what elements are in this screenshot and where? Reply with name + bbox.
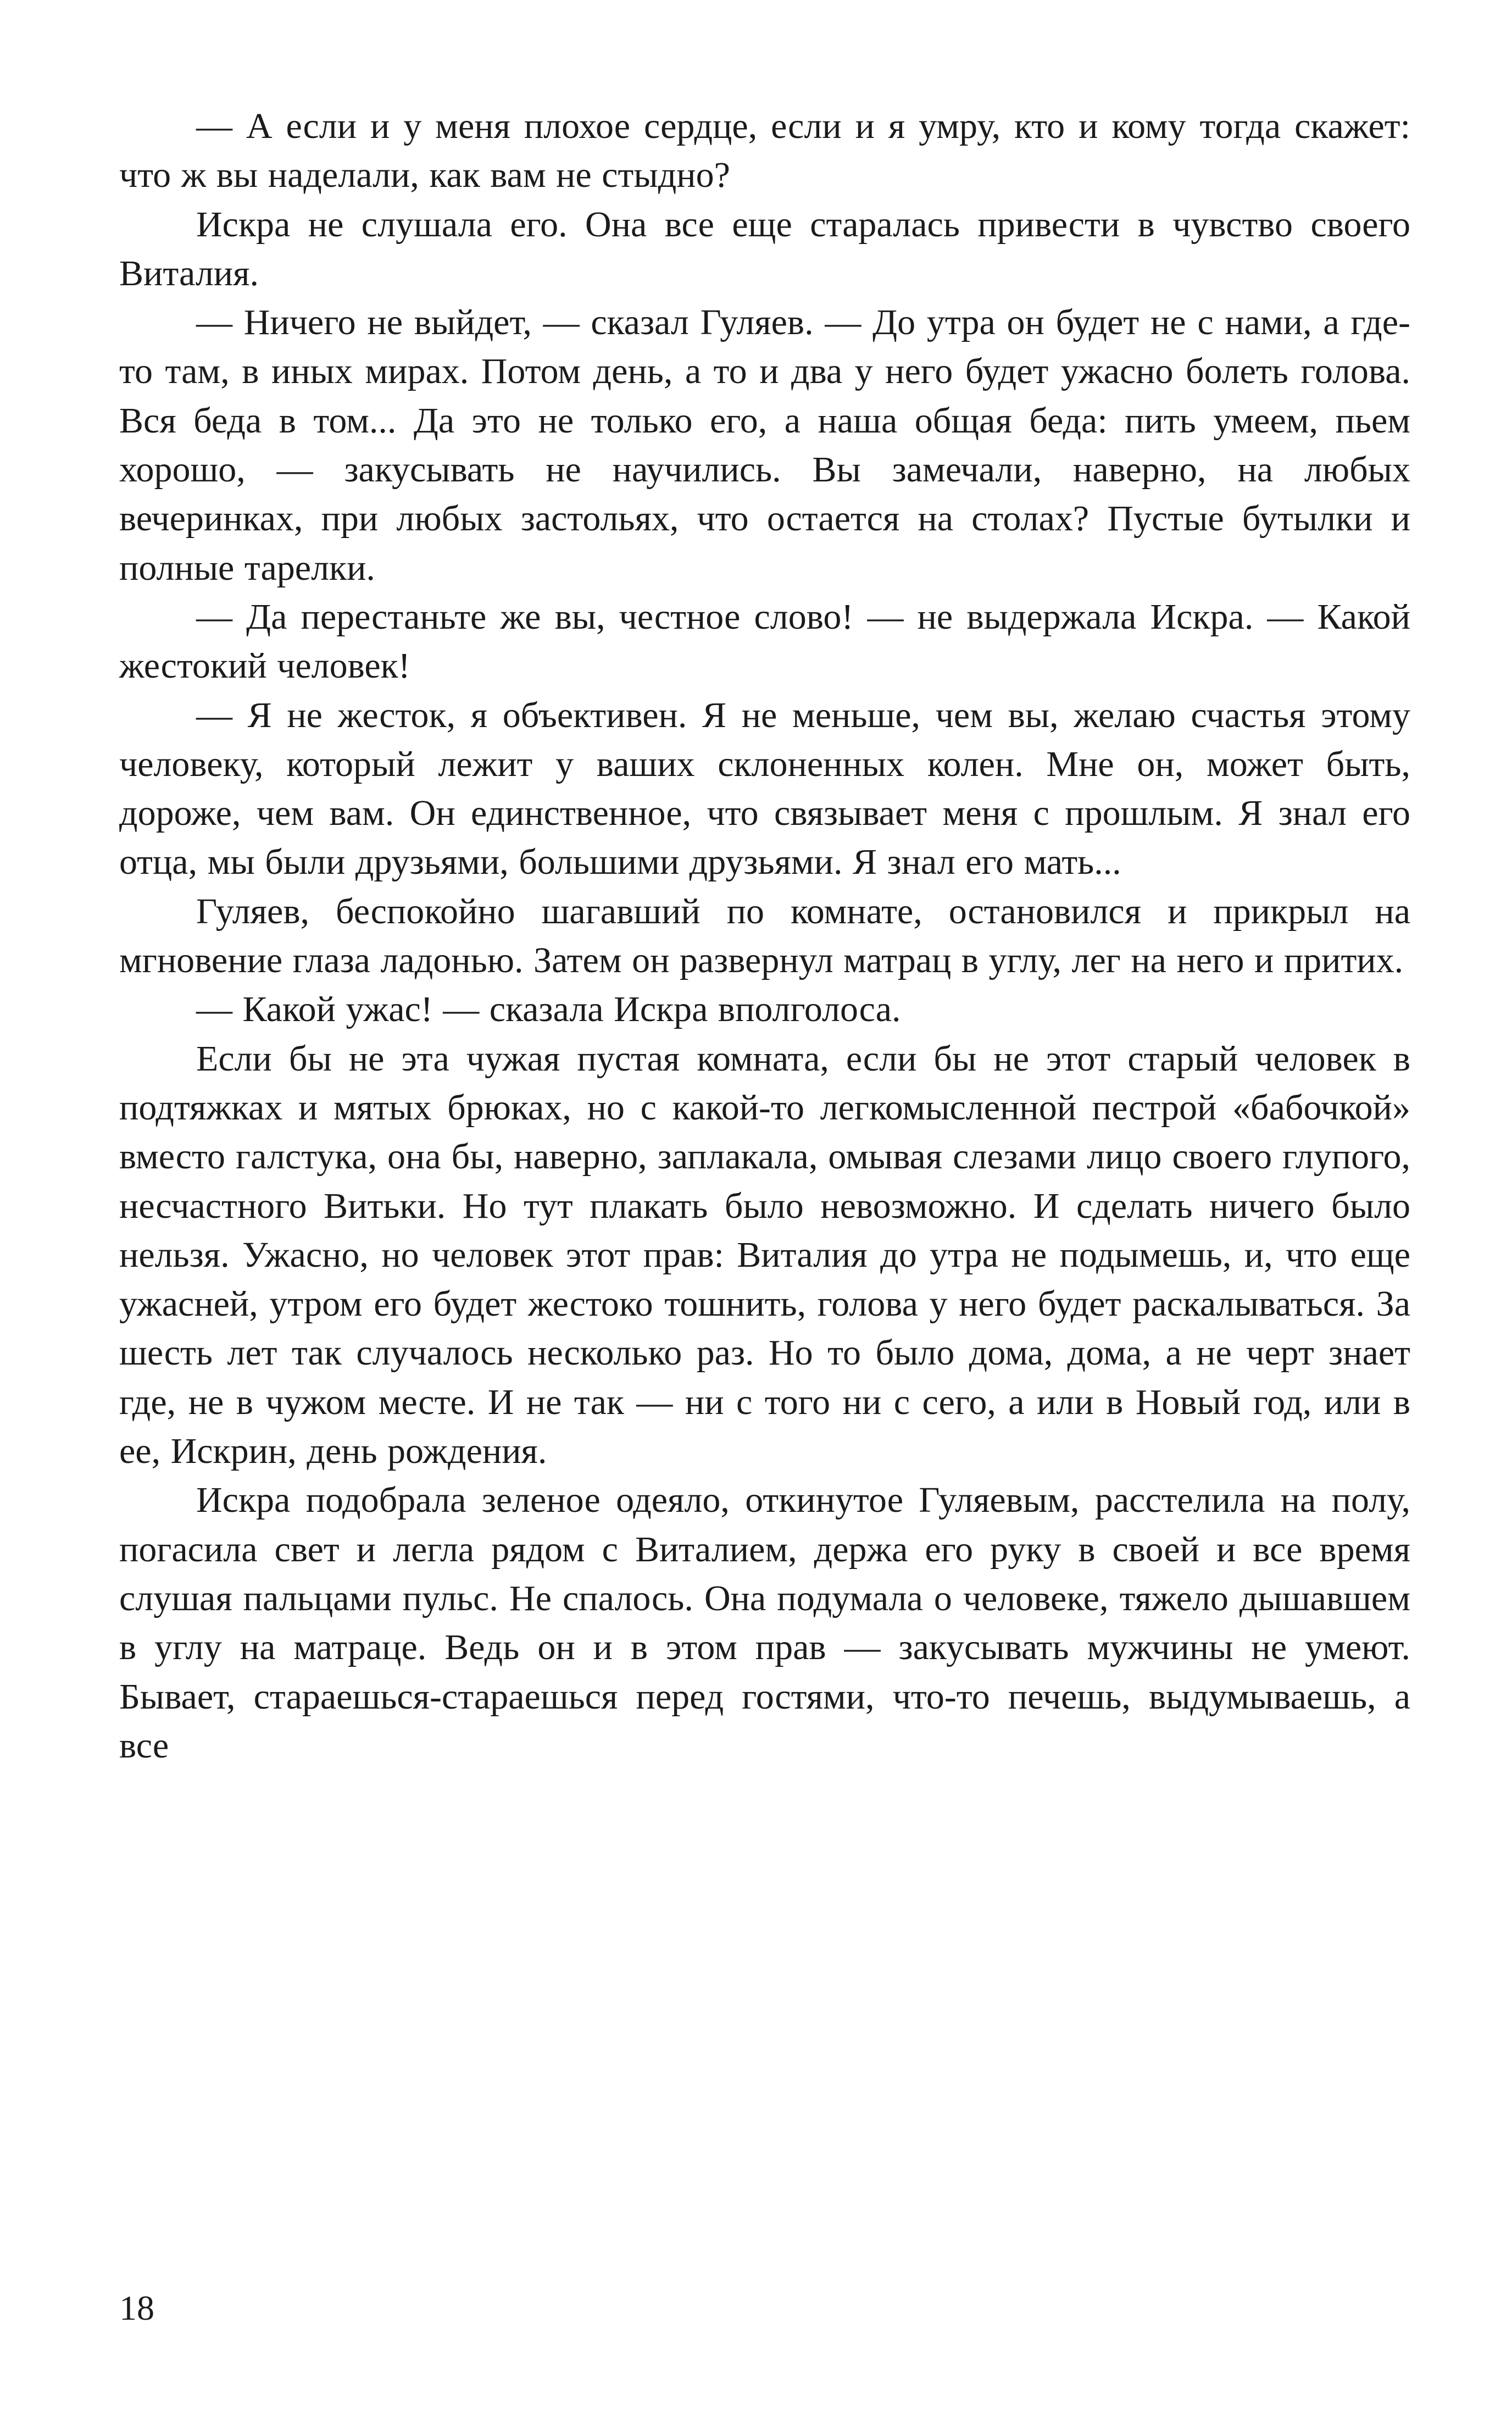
paragraph: Если бы не эта чужая пустая комната, если бы не этот старый человек в подтяжках и мятых брюках, но с какой-то легкомысленной пестрой «бабочкой» вместо галстука, она бы, наверно, заплакала, омывая слезами лицо своего глупого, несчастного Витьки. Но тут плакать было невозможно. И сделать ничего было нельзя. Ужасно, но человек этот прав: Виталия до утра не подымешь, и, что еще ужасней, утром его будет жестоко тошнить, голова у него будет раскалываться. За шесть лет так случалось несколько раз. Но то было дома, дома, а не черт знает где, не в чужом месте. И не так — ни с того ни с сего, а или в Новый год, или в ее, Искрин, день рождения. (119, 1038, 1410, 1472)
paragraph: — Я не жесток, я объективен. Я не меньше, чем вы, желаю счастья этому человеку, который лежит у ваших склоненных колен. Мне он, может быть, дороже, чем вам. Он единственное, что связывает меня с прошлым. Я знал его отца, мы были друзьями, большими друзьями. Я знал его мать... (119, 695, 1410, 883)
paragraph: Искра подобрала зеленое одеяло, откинутое Гуляевым, расстелила на полу, погасила свет и легла рядом с Виталием, держа его руку в своей и все время слушая пальцами пульс. Не спалось. Она подумала о человеке, тяжело дышавшем в углу на матраце. Ведь он и в этом прав — закусывать мужчины не умеют. Бывает, стараешься-стараешься перед гостями, что-то печешь, выдумываешь, а все (119, 1480, 1410, 1766)
page-number: 18 (119, 2288, 154, 2327)
paragraph: Искра не слушала его. Она все еще старалась привести в чувство своего Виталия. (119, 204, 1410, 293)
paragraph: — А если и у меня плохое сердце, если и я умру, кто и кому тогда скажет: что ж вы наделали, как вам не стыдно? (119, 106, 1410, 196)
paragraph: — Да перестаньте же вы, честное слово! — не выдержала Искра. — Какой жестокий человек! (119, 596, 1410, 686)
paragraph: Гуляев, беспокойно шагавший по комнате, остановился и прикрыл на мгновение глаза ладонью. Затем он развернул матрац в углу, лег на него и притих. (119, 891, 1410, 981)
paragraph: — Ничего не выйдет, — сказал Гуляев. — До утра он будет не с нами, а где-то там, в иных мирах. Потом день, а то и два у него будет ужасно болеть голова. Вся беда в том... Да это не только его, а наша общая беда: пить умеем, пьем хорошо, — закусывать не научились. Вы замечали, наверно, на любых вечеринках, при любых застольях, что остается на столах? Пустые бутылки и полные тарелки. (119, 302, 1410, 588)
page-body (119, 102, 1410, 2344)
paragraph: — Какой ужас! — сказала Искра вполголоса. (196, 989, 901, 1030)
